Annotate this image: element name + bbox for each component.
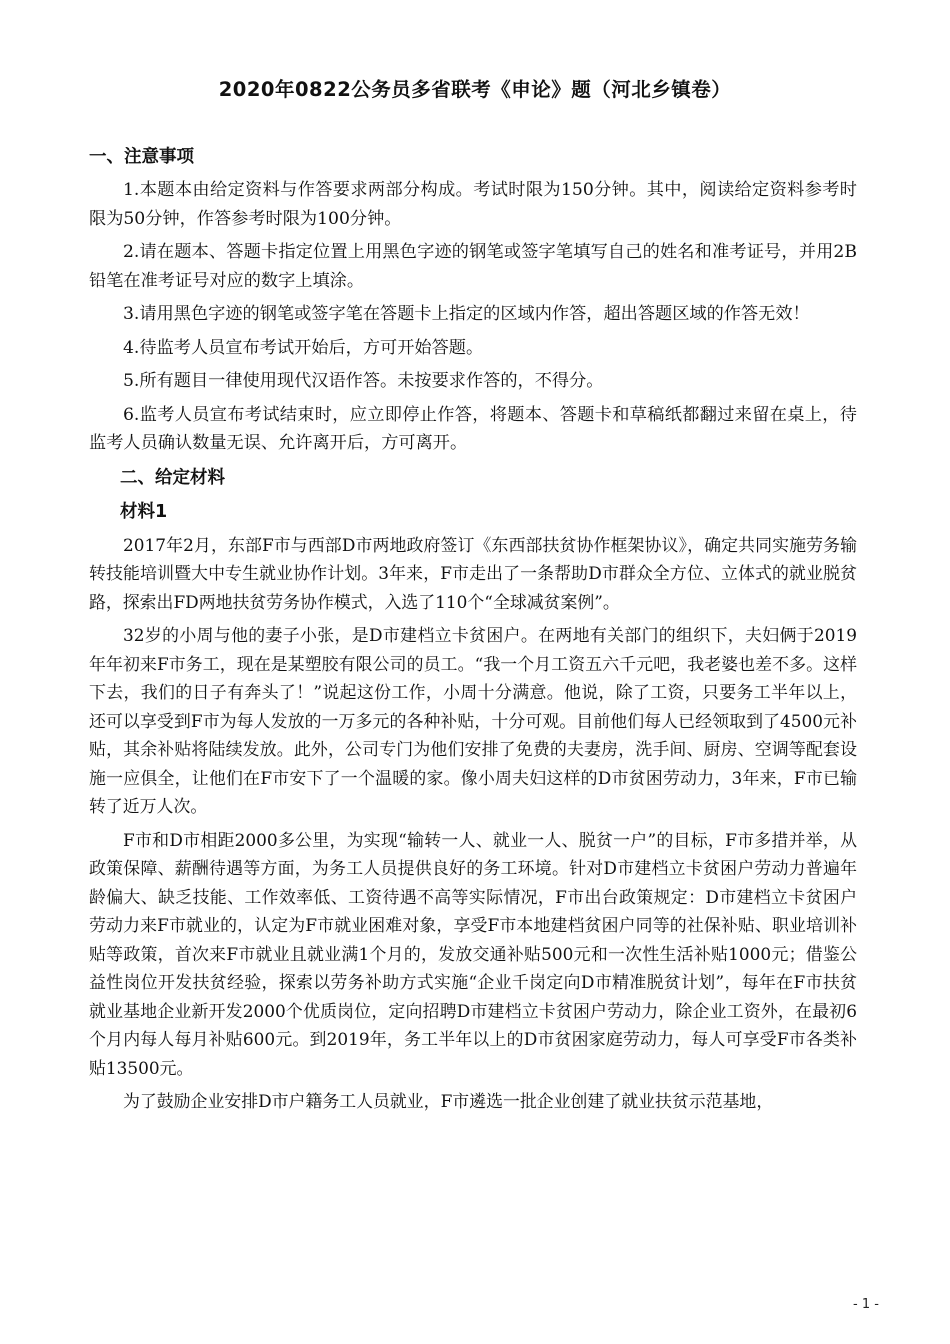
- material-1-paragraph-4: 为了鼓励企业安排D市户籍务工人员就业，F市遴选一批企业创建了就业扶贫示范基地，: [123, 1091, 774, 1111]
- section-heading-materials: 二、给定材料: [120, 467, 225, 488]
- material-1-paragraph-2: 32岁的小周与他的妻子小张，是D市建档立卡贫困户。在两地有关部门的组织下，夫妇俩于2019年年初来F市务工，现在是某塑胶有限公司的员工。“我一个月工资五六千元吧，我老婆也差不多。这样下去，我们的日子有奔头了！”说起这份工作，小周十分满意。他说，除了工资，只要务工半年以上，还可以享受到F市为每人发放的一万多元的各种补贴，十分可观。目前他们每人已经领取到了4500元补贴，其余补贴将陆续发放。此外，公司专门为他们安排了免费的夫妻房，洗手间、厨房、空调等配套设施一应俱全，让他们在F市安下了一个温暖的家。像小周夫妇这样的D市贫困劳动力，3年来，F市已输转了近万人次。: [89, 625, 857, 816]
- note-item-5: 5.所有题目一律使用现代汉语作答。未按要求作答的，不得分。: [123, 371, 604, 391]
- material-1-paragraph-1: 2017年2月，东部F市与西部D市两地政府签订《东西部扶贫协作框架协议》，确定共同实施劳务输转技能培训暨大中专生就业协作计划。3年来，F市走出了一条帮助D市群众全方位、立体式的就业脱贫路，探索出FD两地扶贫劳务协作模式，入选了110个“全球减贫案例”。: [89, 534, 857, 612]
- note-item-2: 2.请在题本、答题卡指定位置上用黑色字迹的钢笔或签字笔填写自己的姓名和准考证号，并用2B铅笔在准考证号对应的数字上填涂。: [89, 242, 857, 291]
- section-heading-notes: 一、注意事项: [89, 147, 194, 167]
- note-item-6: 6.监考人员宣布考试结束时，应立即停止作答，将题本、答题卡和草稿纸都翻过来留在桌上，待监考人员确认数量无误、允许离开后，方可离开。: [89, 404, 857, 453]
- note-item-3: 3.请用黑色字迹的钢笔或签字笔在答题卡上指定的区域内作答，超出答题区域的作答无效！: [123, 304, 810, 324]
- material-1-heading: 材料1: [120, 501, 168, 522]
- page-number: - 1 -: [853, 1297, 879, 1312]
- document-title: 2020年0822公务员多省联考《申论》题（河北乡镇卷）: [218, 78, 732, 101]
- note-item-1: 1.本题本由给定资料与作答要求两部分构成。考试时限为150分钟。其中，阅读给定资料参考时限为50分钟，作答参考时限为100分钟。: [89, 180, 857, 229]
- material-1-paragraph-3: F市和D市相距2000多公里，为实现“输转一人、就业一人、脱贫一户”的目标，F市多措并举，从政策保障、薪酬待遇等方面，为务工人员提供良好的务工环境。针对D市建档立卡贫困户劳动力普遍年龄偏大、缺乏技能、工作效率低、工资待遇不高等实际情况，F市出台政策规定：D市建档立卡贫困户劳动力来F市就业的，认定为F市就业困难对象，享受F市本地建档贫困户同等的社保补贴、职业培训补贴等政策，首次来F市就业且就业满1个月的，发放交通补贴500元和一次性生活补贴1000元；借鉴公益性岗位开发扶贫经验，探索以劳务补助方式实施“企业千岗定向D市精准脱贫计划”，每年在F市扶贫就业基地企业新开发2000个优质岗位，定向招聘D市建档立卡贫困户劳动力，除企业工资外，在最初6个月内每人每月补贴600元。到2019年，务工半年以上的D市贫困家庭劳动力，每人可享受F市各类补贴13500元。: [89, 829, 857, 1078]
- document-body: [89, 142, 857, 1121]
- note-item-4: 4.待监考人员宣布考试开始后，方可开始答题。: [123, 337, 484, 358]
